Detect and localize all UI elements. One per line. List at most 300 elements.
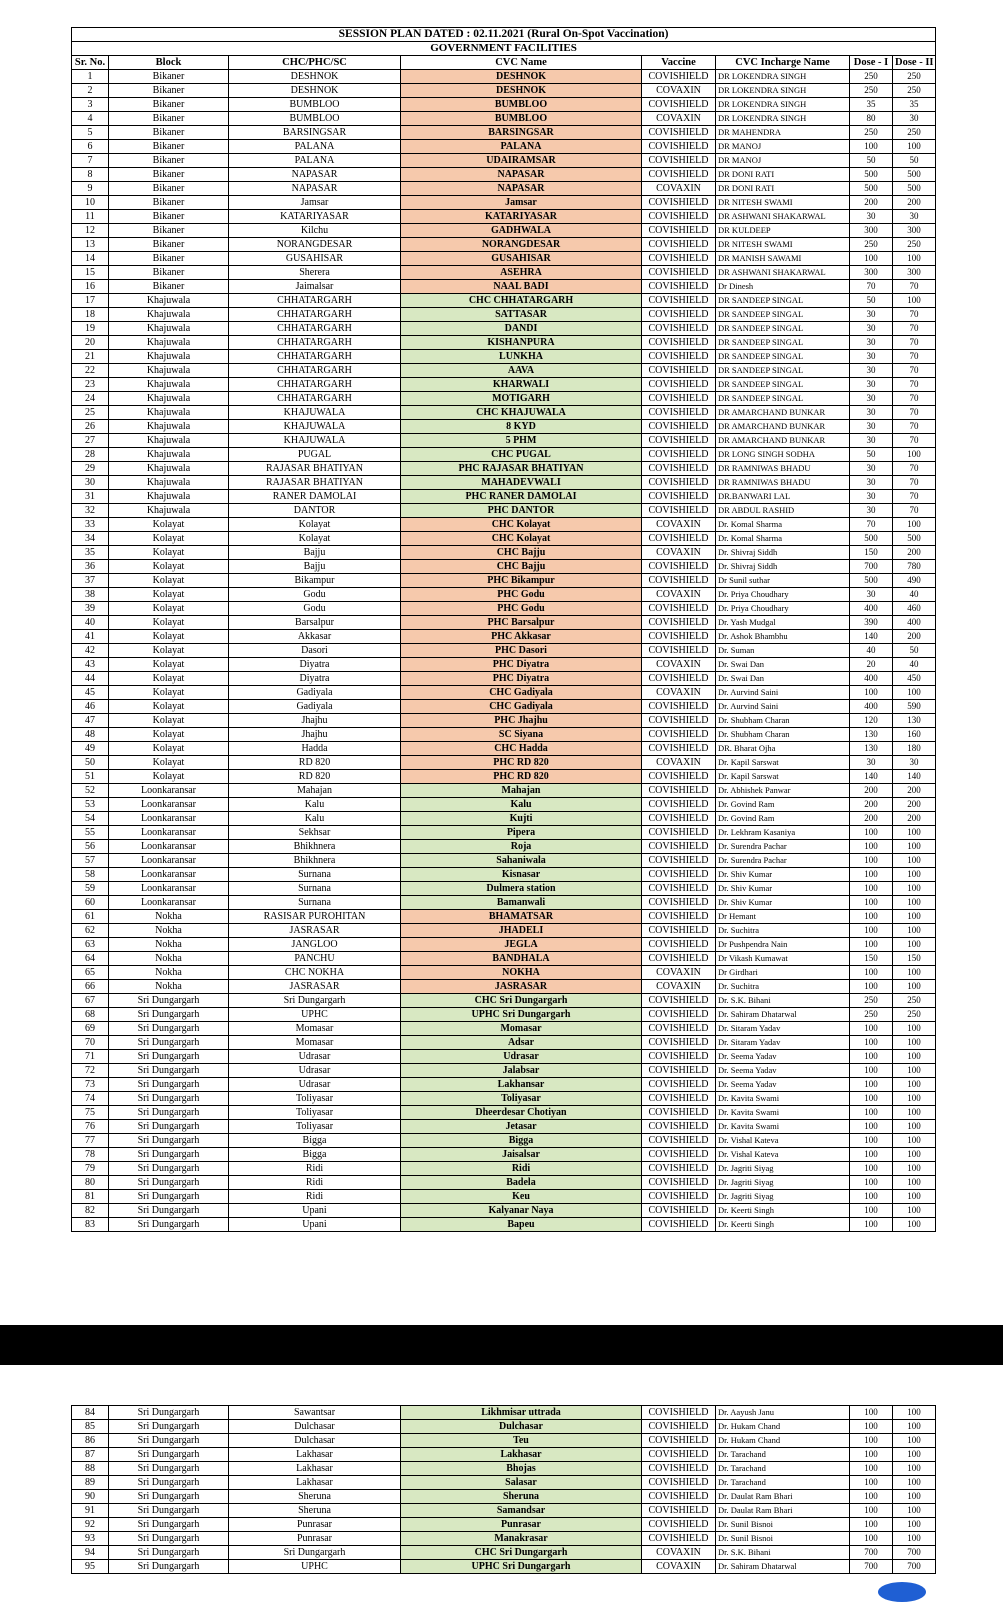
cell-facility: Kilchu xyxy=(229,224,401,238)
cell-vaccine: COVISHIELD xyxy=(642,126,716,140)
cell-sr-no: 93 xyxy=(72,1532,109,1546)
cell-sr-no: 20 xyxy=(72,336,109,350)
cell-incharge: Dr. Sahiram Dhatarwal xyxy=(716,1008,850,1022)
cell-vaccine: COVISHIELD xyxy=(642,1518,716,1532)
cell-cvc-name: Bamanwali xyxy=(401,896,642,910)
cell-incharge: Dr. Sahiram Dhatarwal xyxy=(716,1560,850,1574)
cell-sr-no: 45 xyxy=(72,686,109,700)
cell-dose-1: 20 xyxy=(850,658,893,672)
cell-cvc-name: JASRASAR xyxy=(401,980,642,994)
cell-dose-1: 30 xyxy=(850,336,893,350)
cell-block: Khajuwala xyxy=(109,392,229,406)
cell-vaccine: COVISHIELD xyxy=(642,1120,716,1134)
cell-sr-no: 59 xyxy=(72,882,109,896)
cell-block: Sri Dungargarh xyxy=(109,1546,229,1560)
cell-block: Khajuwala xyxy=(109,336,229,350)
cell-dose-2: 100 xyxy=(893,1106,936,1120)
cell-dose-1: 50 xyxy=(850,448,893,462)
table-row xyxy=(72,868,936,882)
cell-sr-no: 71 xyxy=(72,1050,109,1064)
cell-dose-2: 70 xyxy=(893,308,936,322)
cell-cvc-name: UDAIRAMSAR xyxy=(401,154,642,168)
cell-incharge: Dr Sunil suthar xyxy=(716,574,850,588)
table-row xyxy=(72,560,936,574)
cell-sr-no: 41 xyxy=(72,630,109,644)
cell-dose-1: 500 xyxy=(850,182,893,196)
cell-dose-1: 30 xyxy=(850,490,893,504)
cell-dose-2: 100 xyxy=(893,1036,936,1050)
cell-vaccine: COVISHIELD xyxy=(642,728,716,742)
cell-incharge: Dr. Shivraj Siddh xyxy=(716,560,850,574)
cell-cvc-name: ASEHRA xyxy=(401,266,642,280)
cell-dose-2: 700 xyxy=(893,1560,936,1574)
cell-sr-no: 53 xyxy=(72,798,109,812)
cell-facility: Barsalpur xyxy=(229,616,401,630)
cell-incharge: Dr. Shiv Kumar xyxy=(716,896,850,910)
cell-vaccine: COVISHIELD xyxy=(642,434,716,448)
cell-dose-2: 50 xyxy=(893,154,936,168)
cell-dose-1: 100 xyxy=(850,966,893,980)
cell-vaccine: COVAXIN xyxy=(642,182,716,196)
cell-incharge: Dr. Sunil Bisnoi xyxy=(716,1518,850,1532)
cell-block: Kolayat xyxy=(109,560,229,574)
cell-vaccine: COVISHIELD xyxy=(642,448,716,462)
cell-vaccine: COVISHIELD xyxy=(642,1064,716,1078)
table-row xyxy=(72,378,936,392)
cell-incharge: Dr. Abhishek Panwar xyxy=(716,784,850,798)
cell-incharge: Dr. Kapil Sarswat xyxy=(716,770,850,784)
cell-incharge: Dr. Lekhram Kasaniya xyxy=(716,826,850,840)
cell-vaccine: COVISHIELD xyxy=(642,868,716,882)
cell-dose-2: 70 xyxy=(893,406,936,420)
cell-block: Sri Dungargarh xyxy=(109,1504,229,1518)
cell-sr-no: 23 xyxy=(72,378,109,392)
cell-block: Nokha xyxy=(109,910,229,924)
cell-dose-2: 200 xyxy=(893,798,936,812)
sheet-title: SESSION PLAN DATED : 02.11.2021 (Rural On-Spot Vaccination) xyxy=(72,28,936,42)
cell-sr-no: 56 xyxy=(72,840,109,854)
table-row xyxy=(72,140,936,154)
cell-sr-no: 37 xyxy=(72,574,109,588)
cell-vaccine: COVISHIELD xyxy=(642,364,716,378)
cell-dose-1: 300 xyxy=(850,224,893,238)
cell-block: Khajuwala xyxy=(109,490,229,504)
cell-cvc-name: BUMBLOO xyxy=(401,98,642,112)
cell-block: Sri Dungargarh xyxy=(109,1106,229,1120)
cell-dose-2: 30 xyxy=(893,756,936,770)
cell-block: Kolayat xyxy=(109,518,229,532)
cell-block: Kolayat xyxy=(109,742,229,756)
cell-vaccine: COVISHIELD xyxy=(642,420,716,434)
cell-incharge: Dr Vikash Kumawat xyxy=(716,952,850,966)
cell-facility: Lakhasar xyxy=(229,1462,401,1476)
cell-facility: Toliyasar xyxy=(229,1120,401,1134)
table-row xyxy=(72,826,936,840)
cell-block: Kolayat xyxy=(109,630,229,644)
cell-block: Sri Dungargarh xyxy=(109,1092,229,1106)
cell-vaccine: COVISHIELD xyxy=(642,1022,716,1036)
cell-incharge: DR LOKENDRA SINGH xyxy=(716,70,850,84)
cell-dose-2: 250 xyxy=(893,70,936,84)
cell-dose-2: 100 xyxy=(893,826,936,840)
cell-cvc-name: PHC RANER DAMOLAI xyxy=(401,490,642,504)
cell-dose-2: 100 xyxy=(893,854,936,868)
cell-facility: UPHC xyxy=(229,1008,401,1022)
cell-dose-1: 140 xyxy=(850,630,893,644)
cell-cvc-name: GUSAHISAR xyxy=(401,252,642,266)
cell-dose-2: 400 xyxy=(893,616,936,630)
table-row xyxy=(72,154,936,168)
cell-incharge: DR LOKENDRA SINGH xyxy=(716,98,850,112)
table-row xyxy=(72,882,936,896)
cell-cvc-name: Adsar xyxy=(401,1036,642,1050)
cell-dose-1: 250 xyxy=(850,238,893,252)
cell-cvc-name: PHC RAJASAR BHATIYAN xyxy=(401,462,642,476)
cell-block: Sri Dungargarh xyxy=(109,1518,229,1532)
cell-facility: Lakhasar xyxy=(229,1448,401,1462)
cell-sr-no: 44 xyxy=(72,672,109,686)
cell-vaccine: COVISHIELD xyxy=(642,1092,716,1106)
cell-sr-no: 74 xyxy=(72,1092,109,1106)
cell-block: Kolayat xyxy=(109,714,229,728)
cell-vaccine: COVISHIELD xyxy=(642,924,716,938)
cell-incharge: Dr. Priya Choudhary xyxy=(716,602,850,616)
cell-dose-1: 100 xyxy=(850,1134,893,1148)
cell-sr-no: 89 xyxy=(72,1476,109,1490)
cell-sr-no: 36 xyxy=(72,560,109,574)
cell-cvc-name: Lakhasar xyxy=(401,1448,642,1462)
cell-block: Sri Dungargarh xyxy=(109,1176,229,1190)
cell-facility: CHHATARGARH xyxy=(229,308,401,322)
session-plan-sheet-page-1 xyxy=(71,27,935,1232)
table-row xyxy=(72,532,936,546)
table-row xyxy=(72,70,936,84)
cell-sr-no: 65 xyxy=(72,966,109,980)
cell-facility: PUGAL xyxy=(229,448,401,462)
table-row xyxy=(72,1560,936,1574)
cell-facility: PALANA xyxy=(229,140,401,154)
table-row xyxy=(72,1120,936,1134)
cell-sr-no: 62 xyxy=(72,924,109,938)
table-row xyxy=(72,1190,936,1204)
cell-facility: DESHNOK xyxy=(229,84,401,98)
cell-cvc-name: CHC Gadiyala xyxy=(401,700,642,714)
cell-dose-1: 100 xyxy=(850,1476,893,1490)
cell-incharge: Dr. Seema Yadav xyxy=(716,1064,850,1078)
cell-cvc-name: PHC DANTOR xyxy=(401,504,642,518)
cell-incharge: DR ASHWANI SHAKARWAL xyxy=(716,266,850,280)
cell-cvc-name: Bapeu xyxy=(401,1218,642,1232)
table-row xyxy=(72,1504,936,1518)
table-row xyxy=(72,1406,936,1420)
cell-dose-1: 30 xyxy=(850,308,893,322)
cell-vaccine: COVISHIELD xyxy=(642,896,716,910)
cell-sr-no: 35 xyxy=(72,546,109,560)
cell-facility: Ridi xyxy=(229,1190,401,1204)
cell-vaccine: COVISHIELD xyxy=(642,1050,716,1064)
cell-dose-1: 200 xyxy=(850,196,893,210)
cell-cvc-name: PHC Diyatra xyxy=(401,672,642,686)
cell-block: Sri Dungargarh xyxy=(109,994,229,1008)
cell-sr-no: 31 xyxy=(72,490,109,504)
cell-facility: Hadda xyxy=(229,742,401,756)
cell-block: Bikaner xyxy=(109,196,229,210)
cell-block: Khajuwala xyxy=(109,448,229,462)
cell-incharge: Dr. Keerti Singh xyxy=(716,1218,850,1232)
cell-vaccine: COVISHIELD xyxy=(642,1176,716,1190)
header-vaccine: Vaccine xyxy=(642,56,716,70)
cell-sr-no: 95 xyxy=(72,1560,109,1574)
cell-dose-1: 30 xyxy=(850,756,893,770)
cell-incharge: Dr. Yash Mudgal xyxy=(716,616,850,630)
cell-dose-2: 300 xyxy=(893,266,936,280)
cell-block: Nokha xyxy=(109,980,229,994)
cell-dose-1: 30 xyxy=(850,504,893,518)
cell-dose-2: 70 xyxy=(893,350,936,364)
table-row xyxy=(72,756,936,770)
cell-dose-2: 100 xyxy=(893,1204,936,1218)
cell-sr-no: 16 xyxy=(72,280,109,294)
cell-facility: Surnana xyxy=(229,882,401,896)
cell-vaccine: COVAXIN xyxy=(642,1560,716,1574)
cell-dose-1: 250 xyxy=(850,1008,893,1022)
table-row xyxy=(72,294,936,308)
cell-cvc-name: Jetasar xyxy=(401,1120,642,1134)
cell-incharge: Dr. Aurvind Saini xyxy=(716,700,850,714)
table-row xyxy=(72,938,936,952)
cell-block: Kolayat xyxy=(109,644,229,658)
cell-dose-2: 100 xyxy=(893,1218,936,1232)
cell-incharge: Dr. Aurvind Saini xyxy=(716,686,850,700)
cell-vaccine: COVISHIELD xyxy=(642,798,716,812)
table-row xyxy=(72,308,936,322)
cell-sr-no: 90 xyxy=(72,1490,109,1504)
cell-dose-2: 250 xyxy=(893,994,936,1008)
cell-sr-no: 66 xyxy=(72,980,109,994)
table-row xyxy=(72,672,936,686)
cell-dose-1: 100 xyxy=(850,840,893,854)
cell-cvc-name: Pipera xyxy=(401,826,642,840)
cell-cvc-name: PHC Barsalpur xyxy=(401,616,642,630)
cell-incharge: DR DONI RATI xyxy=(716,168,850,182)
cell-facility: Jamsar xyxy=(229,196,401,210)
cell-dose-1: 40 xyxy=(850,644,893,658)
cell-cvc-name: LUNKHA xyxy=(401,350,642,364)
cell-incharge: Dr. Vishal Kateva xyxy=(716,1134,850,1148)
cell-cvc-name: KISHANPURA xyxy=(401,336,642,350)
cell-sr-no: 84 xyxy=(72,1406,109,1420)
table-row xyxy=(72,966,936,980)
cell-incharge: DR NITESH SWAMI xyxy=(716,196,850,210)
cell-incharge: DR DONI RATI xyxy=(716,182,850,196)
cell-vaccine: COVISHIELD xyxy=(642,630,716,644)
cell-incharge: Dr. Tarachand xyxy=(716,1448,850,1462)
cell-vaccine: COVISHIELD xyxy=(642,1008,716,1022)
cell-dose-2: 100 xyxy=(893,1420,936,1434)
cell-sr-no: 81 xyxy=(72,1190,109,1204)
cell-vaccine: COVISHIELD xyxy=(642,1134,716,1148)
cell-cvc-name: Samandsar xyxy=(401,1504,642,1518)
cell-dose-1: 100 xyxy=(850,854,893,868)
cell-incharge: Dr. Komal Sharma xyxy=(716,532,850,546)
cell-sr-no: 10 xyxy=(72,196,109,210)
cell-incharge: Dr. Aayush Janu xyxy=(716,1406,850,1420)
cell-sr-no: 60 xyxy=(72,896,109,910)
table-row xyxy=(72,1490,936,1504)
cell-cvc-name: Ridi xyxy=(401,1162,642,1176)
table-row xyxy=(72,952,936,966)
cell-facility: RAJASAR BHATIYAN xyxy=(229,476,401,490)
cell-vaccine: COVISHIELD xyxy=(642,1204,716,1218)
cell-block: Sri Dungargarh xyxy=(109,1148,229,1162)
cell-dose-2: 140 xyxy=(893,770,936,784)
cell-incharge: Dr. Hukam Chand xyxy=(716,1434,850,1448)
cell-dose-1: 35 xyxy=(850,98,893,112)
cell-block: Bikaner xyxy=(109,238,229,252)
cell-facility: BUMBLOO xyxy=(229,112,401,126)
cell-block: Kolayat xyxy=(109,532,229,546)
cell-sr-no: 58 xyxy=(72,868,109,882)
cell-incharge: Dr. Daulat Ram Bhari xyxy=(716,1504,850,1518)
cell-vaccine: COVISHIELD xyxy=(642,1106,716,1120)
cell-dose-2: 100 xyxy=(893,1176,936,1190)
cell-facility: Toliyasar xyxy=(229,1106,401,1120)
cell-dose-1: 100 xyxy=(850,1218,893,1232)
cell-facility: Udrasar xyxy=(229,1050,401,1064)
cell-incharge: Dr. Jagriti Siyag xyxy=(716,1190,850,1204)
cell-vaccine: COVAXIN xyxy=(642,1546,716,1560)
table-row xyxy=(72,224,936,238)
cell-vaccine: COVAXIN xyxy=(642,84,716,98)
cell-dose-2: 70 xyxy=(893,462,936,476)
cell-incharge: DR MANOJ xyxy=(716,140,850,154)
table-row xyxy=(72,364,936,378)
cell-dose-1: 100 xyxy=(850,1448,893,1462)
cell-cvc-name: UPHC Sri Dungargarh xyxy=(401,1008,642,1022)
cell-facility: Lakhasar xyxy=(229,1476,401,1490)
cell-dose-1: 400 xyxy=(850,602,893,616)
cell-sr-no: 63 xyxy=(72,938,109,952)
cell-sr-no: 2 xyxy=(72,84,109,98)
page-separator-band xyxy=(0,1325,1003,1365)
cell-cvc-name: Jalabsar xyxy=(401,1064,642,1078)
cell-vaccine: COVISHIELD xyxy=(642,672,716,686)
cell-cvc-name: Dulchasar xyxy=(401,1420,642,1434)
cell-facility: Punrasar xyxy=(229,1518,401,1532)
table-row xyxy=(72,602,936,616)
cell-block: Loonkaransar xyxy=(109,840,229,854)
cell-dose-2: 460 xyxy=(893,602,936,616)
table-row xyxy=(72,1148,936,1162)
cell-facility: KHAJUWALA xyxy=(229,420,401,434)
cell-block: Bikaner xyxy=(109,168,229,182)
cell-cvc-name: Teu xyxy=(401,1434,642,1448)
cell-facility: Udrasar xyxy=(229,1078,401,1092)
cell-sr-no: 22 xyxy=(72,364,109,378)
cell-dose-2: 100 xyxy=(893,910,936,924)
cell-cvc-name: Bigga xyxy=(401,1134,642,1148)
cell-vaccine: COVISHIELD xyxy=(642,574,716,588)
cell-vaccine: COVISHIELD xyxy=(642,952,716,966)
cell-facility: KHAJUWALA xyxy=(229,406,401,420)
cell-block: Bikaner xyxy=(109,252,229,266)
header-block: Block xyxy=(109,56,229,70)
cell-incharge: Dr. Komal Sharma xyxy=(716,518,850,532)
cell-dose-2: 70 xyxy=(893,280,936,294)
cell-cvc-name: Sahaniwala xyxy=(401,854,642,868)
cell-incharge: Dr. Suchitra xyxy=(716,924,850,938)
cell-block: Sri Dungargarh xyxy=(109,1462,229,1476)
table-row xyxy=(72,1218,936,1232)
cell-sr-no: 13 xyxy=(72,238,109,252)
cell-cvc-name: MOTIGARH xyxy=(401,392,642,406)
cell-vaccine: COVISHIELD xyxy=(642,98,716,112)
cell-cvc-name: Momasar xyxy=(401,1022,642,1036)
cell-block: Bikaner xyxy=(109,98,229,112)
cell-vaccine: COVISHIELD xyxy=(642,1078,716,1092)
cell-facility: CHC NOKHA xyxy=(229,966,401,980)
cell-dose-1: 120 xyxy=(850,714,893,728)
cell-dose-1: 50 xyxy=(850,154,893,168)
table-row xyxy=(72,266,936,280)
cell-incharge: DR.BANWARI LAL xyxy=(716,490,850,504)
cell-sr-no: 75 xyxy=(72,1106,109,1120)
cell-facility: Jhajhu xyxy=(229,728,401,742)
cell-dose-1: 100 xyxy=(850,140,893,154)
cell-facility: JASRASAR xyxy=(229,924,401,938)
cell-facility: Sawantsar xyxy=(229,1406,401,1420)
cell-dose-1: 30 xyxy=(850,350,893,364)
cell-block: Khajuwala xyxy=(109,294,229,308)
cell-dose-2: 100 xyxy=(893,1064,936,1078)
table-row xyxy=(72,280,936,294)
cell-incharge: DR SANDEEP SINGAL xyxy=(716,378,850,392)
header-dose-1: Dose - I xyxy=(850,56,893,70)
cell-cvc-name: CHC Hadda xyxy=(401,742,642,756)
cell-block: Khajuwala xyxy=(109,420,229,434)
cell-dose-2: 780 xyxy=(893,560,936,574)
table-row xyxy=(72,1162,936,1176)
cell-vaccine: COVAXIN xyxy=(642,546,716,560)
table-row xyxy=(72,840,936,854)
cell-dose-1: 500 xyxy=(850,574,893,588)
cell-facility: PALANA xyxy=(229,154,401,168)
cell-dose-1: 100 xyxy=(850,252,893,266)
cell-dose-1: 50 xyxy=(850,294,893,308)
table-row xyxy=(72,1518,936,1532)
cell-facility: Diyatra xyxy=(229,672,401,686)
cell-cvc-name: Dulmera station xyxy=(401,882,642,896)
cell-dose-1: 150 xyxy=(850,546,893,560)
cell-block: Loonkaransar xyxy=(109,868,229,882)
cell-dose-1: 400 xyxy=(850,700,893,714)
cell-vaccine: COVISHIELD xyxy=(642,1420,716,1434)
cell-dose-1: 100 xyxy=(850,1022,893,1036)
cell-vaccine: COVAXIN xyxy=(642,966,716,980)
cell-incharge: Dr. Jagriti Siyag xyxy=(716,1176,850,1190)
table-row xyxy=(72,1064,936,1078)
cell-cvc-name: Sheruna xyxy=(401,1490,642,1504)
cell-incharge: Dr Hemant xyxy=(716,910,850,924)
cell-cvc-name: DESHNOK xyxy=(401,70,642,84)
cell-block: Sri Dungargarh xyxy=(109,1560,229,1574)
table-row xyxy=(72,434,936,448)
cell-block: Kolayat xyxy=(109,770,229,784)
session-plan-sheet-page-2 xyxy=(71,1405,935,1574)
cell-dose-1: 100 xyxy=(850,1490,893,1504)
cell-incharge: Dr. Seema Yadav xyxy=(716,1078,850,1092)
cell-vaccine: COVAXIN xyxy=(642,686,716,700)
